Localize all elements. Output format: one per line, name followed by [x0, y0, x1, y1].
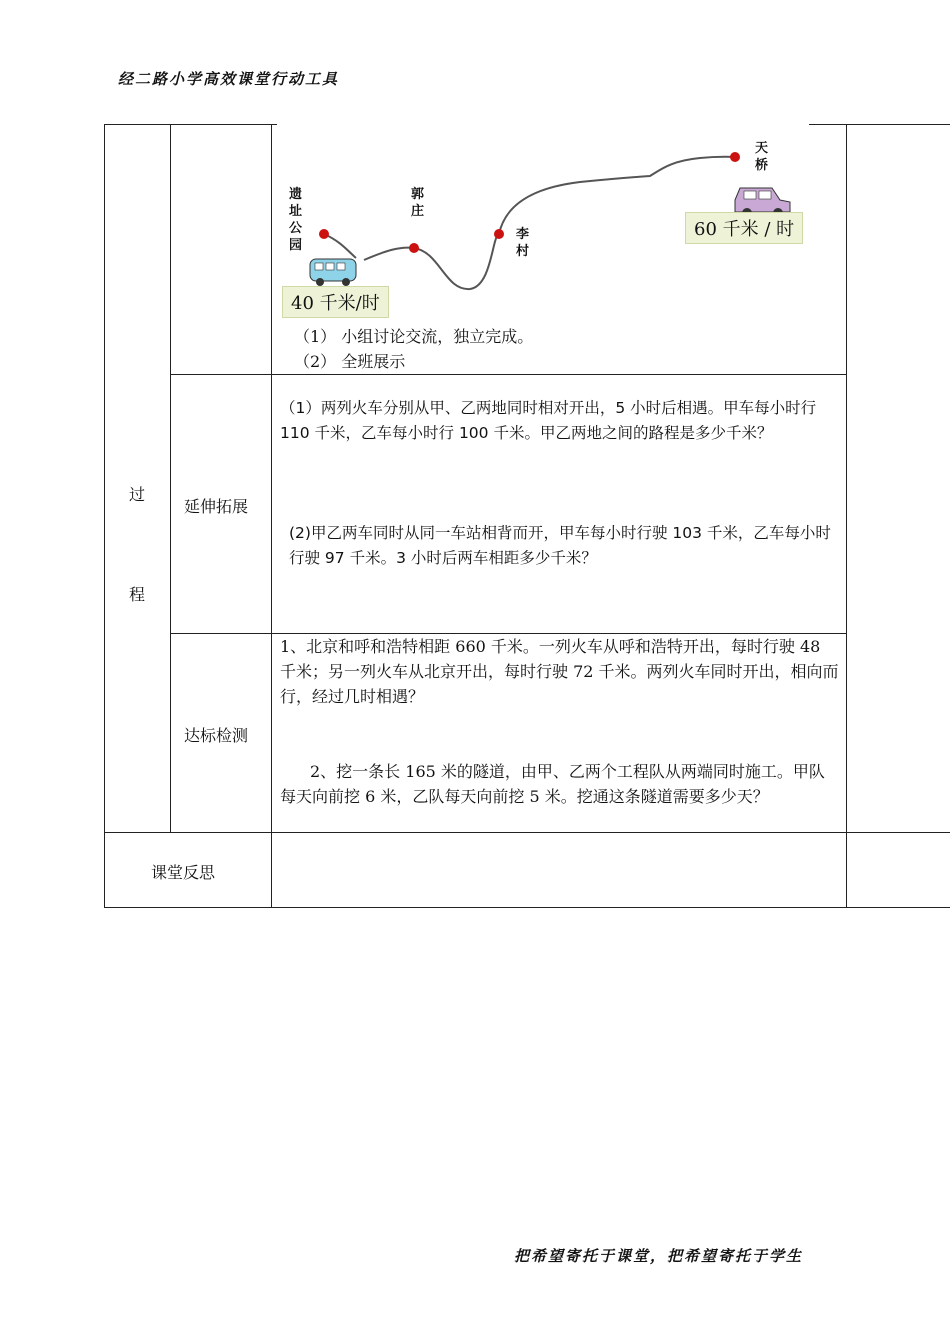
bus-speed-label: 40 千米/时 — [282, 286, 389, 318]
extension-question-1: （1）两列火车分别从甲、乙两地同时相对开出，5 小时后相遇。甲车每小时行 110 千米，乙车每小时行 100 千米。甲乙两地之间的路程是多少千米？ — [280, 399, 817, 442]
reflection-label: 课堂反思 — [151, 863, 216, 882]
road-path — [324, 157, 735, 289]
page-header: 经二路小学高效课堂行动工具 — [118, 70, 340, 88]
assessment-question-2: 2、挖一条长 165 米的隧道，由甲、乙两个工程队从两端同时施工。甲队每天向前挖 6 米，乙队每天向前挖 5 米。挖通这条隧道需要多少天？ — [280, 762, 825, 806]
discussion-item-2: （2） 全班展示 — [294, 352, 406, 371]
extension-question-2: (2)甲乙两车同时从同一车站相背而开，甲车每小时行驶 103 千米，乙车每小时行驶 97 千米。3 小时后两车相距多少千米？ — [289, 524, 831, 567]
car-speed-label: 60 千米 / 时 — [685, 212, 803, 244]
process-label-char1: 过 — [129, 485, 146, 504]
point-tianqiao — [730, 152, 740, 162]
point-licun — [494, 229, 504, 239]
place-tianqiao: 天桥 — [755, 141, 769, 173]
page-footer-motto: 把希望寄托于课堂，把希望寄托于学生 — [514, 1247, 804, 1265]
process-label-char2: 程 — [129, 585, 146, 604]
bus-icon — [310, 259, 356, 286]
place-guozhuang: 郭庄 — [411, 187, 425, 219]
route-map — [280, 126, 817, 316]
extension-label: 延伸拓展 — [184, 497, 249, 516]
point-yizhi — [319, 229, 329, 239]
place-licun: 李村 — [516, 227, 530, 259]
assessment-question-1: 1、北京和呼和浩特相距 660 千米。一列火车从呼和浩特开出，每时行驶 48 千米；另一列火车从北京开出，每时行驶 72 千米。两列火车同时开出，相向而行，经过几时相遇？ — [280, 637, 839, 706]
assessment-label: 达标检测 — [184, 726, 249, 745]
place-yizhi: 遗址公园 — [289, 187, 303, 253]
discussion-item-1: （1） 小组讨论交流，独立完成。 — [294, 327, 534, 346]
